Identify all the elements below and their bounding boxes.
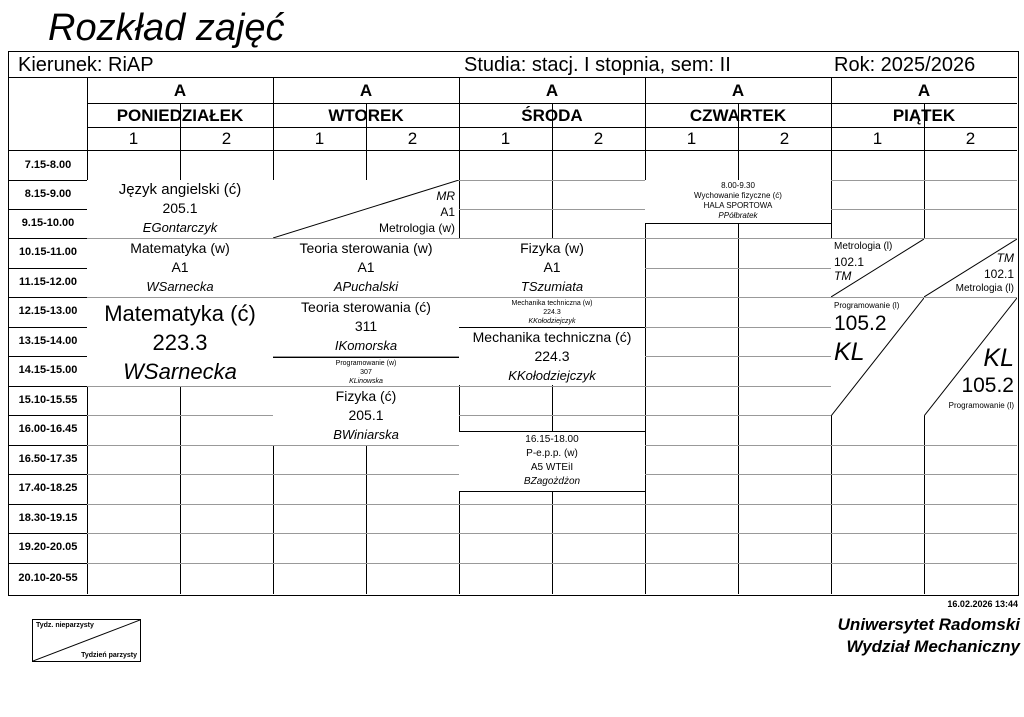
- grid-line: [8, 504, 1017, 505]
- subgroup-label: 2: [593, 129, 604, 148]
- day-name: PIĄTEK: [892, 105, 956, 125]
- grid-line: [645, 77, 646, 594]
- subgroup-label: 2: [779, 129, 790, 148]
- day-group-label: A: [917, 80, 931, 100]
- grid-line: [8, 386, 87, 387]
- legend-even: Tydzień parzysty: [81, 652, 137, 659]
- subgroup-label: 2: [407, 129, 418, 148]
- grid-line: [8, 504, 87, 505]
- time-slot: 16.00-16.45: [18, 423, 78, 435]
- subgroup-label: 1: [686, 129, 697, 148]
- class-block[interactable]: Matematyka (ć) 223.3 WSarnecka: [87, 298, 273, 386]
- class-block[interactable]: Fizyka (w) A1 TSzumiata: [459, 239, 645, 297]
- subgroup-label: 1: [314, 129, 325, 148]
- university-block: [838, 614, 1020, 658]
- day-group-label: A: [731, 80, 745, 100]
- time-slot: 15.10-15.55: [18, 393, 78, 406]
- day-group-label: A: [545, 80, 559, 100]
- time-slot: 20.10-20-55: [18, 571, 78, 584]
- page-title: Rozkład zajęć: [48, 7, 285, 49]
- time-slot: 13.15-14.00: [18, 334, 78, 347]
- grid-line: [8, 415, 87, 416]
- class-block[interactable]: Teoria sterowania (w) A1 APuchalski: [273, 239, 459, 297]
- class-block[interactable]: Fizyka (ć) 205.1 BWiniarska: [273, 387, 459, 445]
- day-group-label: A: [173, 80, 187, 100]
- subgroup-label: 2: [965, 129, 976, 148]
- subgroup-label: 2: [221, 129, 232, 148]
- grid-line: [8, 474, 87, 475]
- subgroup-label: 1: [128, 129, 139, 148]
- grid-line: [8, 533, 87, 534]
- time-slot: 12.15-13.00: [18, 305, 78, 317]
- faculty-name: Wydział Mechaniczny: [846, 637, 1020, 656]
- grid-line: [8, 356, 87, 357]
- time-slot: 14.15-15.00: [18, 364, 78, 376]
- legend-odd: Tydz. nieparzysty: [36, 622, 94, 629]
- grid-line: [8, 533, 1017, 534]
- studia-label: Studia: stacj. I stopnia, sem: II: [464, 54, 731, 76]
- university-name: Uniwersytet Radomski: [837, 615, 1020, 634]
- grid-line: [8, 563, 1017, 564]
- grid-line: [8, 238, 87, 239]
- class-block[interactable]: Programowanie (w) 307 KLinowska: [273, 357, 459, 386]
- grid-line: [8, 150, 1017, 151]
- class-block[interactable]: TM 102.1 Metrologia (l): [924, 239, 1017, 297]
- time-slot: 18.30-19.15: [18, 511, 78, 524]
- time-slot: 7.15-8.00: [24, 158, 72, 171]
- time-slot: 17.40-18.25: [18, 482, 78, 494]
- class-block[interactable]: Teoria sterowania (ć) 311 IKomorska: [273, 298, 459, 356]
- time-slot: 19.20-20.05: [18, 541, 78, 553]
- grid-line: [8, 445, 87, 446]
- subgroup-label: 1: [872, 129, 883, 148]
- class-block[interactable]: MR A1 Metrologia (w): [273, 180, 459, 238]
- time-slot: 8.15-9.00: [24, 187, 72, 200]
- class-block[interactable]: Matematyka (w) A1 WSarnecka: [87, 239, 273, 297]
- grid-line: [8, 180, 87, 181]
- day-name: ŚRODA: [521, 105, 583, 125]
- time-slot: 9.15-10.00: [21, 216, 75, 229]
- day-name: WTOREK: [328, 105, 404, 125]
- subgroup-label: 1: [500, 129, 511, 148]
- grid-line: [8, 297, 87, 298]
- grid-line: [8, 563, 87, 564]
- class-block[interactable]: Język angielski (ć) 205.1 EGontarczyk: [87, 180, 273, 238]
- kierunek-label: Kierunek: RiAP: [18, 54, 154, 76]
- grid-line: [8, 268, 87, 269]
- day-group-label: A: [359, 80, 373, 100]
- grid-line: [8, 209, 87, 210]
- rok-label: Rok: 2025/2026: [834, 54, 976, 76]
- week-legend: [32, 619, 141, 662]
- class-block[interactable]: 8.00-9.30 Wychowanie fizyczne (ć) HALA SPORTOWA PPółbratek: [645, 180, 831, 224]
- class-block[interactable]: Mechanika techniczna (w) 224.3 KKołodziejczyk: [459, 298, 645, 327]
- class-block[interactable]: KL 105.2 Programowanie (l): [924, 298, 1017, 416]
- grid-line: [8, 327, 87, 328]
- time-slot: 10.15-11.00: [18, 246, 78, 258]
- day-name: PONIEDZIAŁEK: [116, 105, 244, 125]
- time-slot: 11.15-12.00: [18, 275, 78, 288]
- time-slot: 16.50-17.35: [18, 452, 78, 465]
- day-name: CZWARTEK: [689, 105, 787, 125]
- class-block[interactable]: Metrologia (l) 102.1 TM: [831, 239, 924, 297]
- class-block[interactable]: Mechanika techniczna (ć) 224.3 KKołodziejczyk: [459, 327, 645, 385]
- class-block[interactable]: Programowanie (l) 105.2 KL: [831, 298, 924, 416]
- class-block[interactable]: 16.15-18.00 P-e.p.p. (w) A5 WTEiI BZagożdżon: [459, 431, 645, 492]
- timestamp: 16.02.2026 13:44: [947, 599, 1018, 609]
- grid-line: [738, 103, 739, 594]
